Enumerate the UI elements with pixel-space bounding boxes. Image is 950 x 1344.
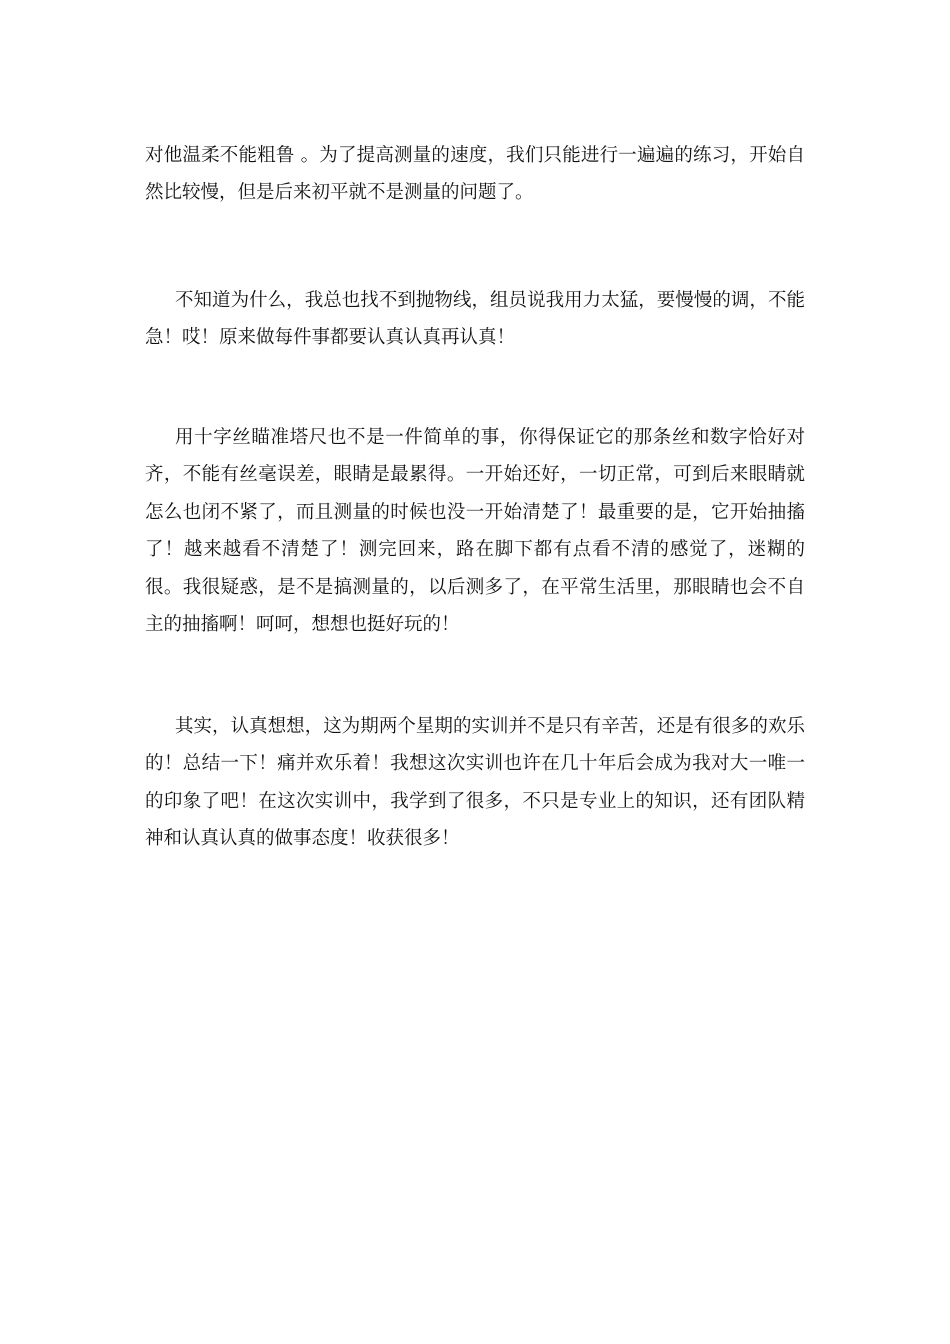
paragraph-crosshair: 用十字丝瞄准塔尺也不是一件简单的事，你得保证它的那条丝和数字恰好对齐，不能有丝毫误差，眼睛是最累得。一开始还好，一切正常，可到后来眼睛就怎么也闭不紧了，而且测量的时候也没一开始清楚了！最重要的是，它开始抽搐了！越来越看不清楚了！测完回来，路在脚下都有点看不清的感觉了，迷糊的很。我很疑惑，是不是搞测量的，以后测多了，在平常生活里，那眼睛也会不自主的抽搐啊！呵呵，想想也挺好玩的！ — [145, 426, 805, 635]
paragraph-parabola: 不知道为什么，我总也找不到抛物线，组员说我用力太猛，要慢慢的调，不能急！哎！原来做每件事都要认真认真再认真！ — [145, 289, 805, 348]
paragraph-continuation: 对他温柔不能粗鲁 。为了提高测量的速度，我们只能进行一遍遍的练习，开始自然比较慢，但是后来初平就不是测量的问题了。 — [145, 144, 805, 203]
paragraph-conclusion: 其实，认真想想，这为期两个星期的实训并不是只有辛苦，还是有很多的欢乐的！总结一下！痛并欢乐着！我想这次实训也许在几十年后会成为我对大一唯一的印象了吧！在这次实训中，我学到了很多，不只是专业上的知识，还有团队精神和认真认真的做事态度！收获很多！ — [145, 715, 805, 849]
